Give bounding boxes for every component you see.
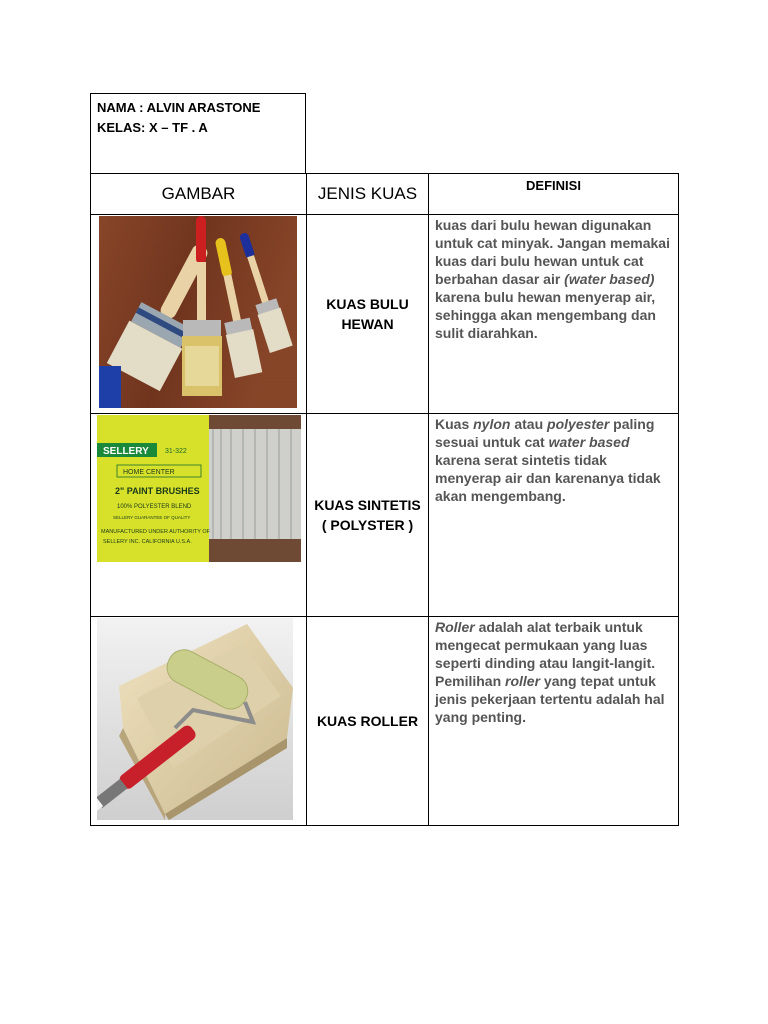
table-row (91, 215, 679, 414)
definition-italic: roller (505, 673, 541, 689)
definition-text: Kuas (435, 416, 474, 432)
package-store: HOME CENTER (123, 469, 175, 476)
definition-text: karena bulu hewan menyerap air, sehingga akan mengembang dan sulit diarahkan. (435, 289, 656, 341)
brush-type-sublabel: ( POLYSTER ) (321, 517, 414, 533)
definition-italic: water based (548, 434, 630, 450)
brush-type-label: KUAS BULU HEWAN (326, 296, 409, 332)
package-code: 31-322 (165, 448, 187, 455)
animal-hair-brushes-image (99, 216, 297, 408)
definition-italic: Roller (435, 619, 475, 635)
table-row (91, 414, 679, 617)
table-header-row (91, 174, 679, 215)
definition-cell (429, 617, 679, 826)
brush-type-label: KUAS SINTETIS (314, 497, 421, 513)
package-maker-line2: SELLERY INC. CALIFORNIA U.S.A. (103, 539, 192, 545)
brush-type-name (307, 617, 429, 826)
definition-text: yang tepat untuk jenis pekerjaan tertentu adalah hal yang penting. (435, 673, 665, 725)
synthetic-brush-package-image (97, 415, 301, 562)
header-jenis-kuas: JENIS KUAS (307, 174, 429, 215)
student-name: NAMA : ALVIN ARASTONE (97, 100, 261, 115)
header-gambar: GAMBAR (91, 174, 307, 215)
brush-type-name (307, 414, 429, 617)
definition-italic: polyester (547, 416, 610, 432)
package-product: 2" PAINT BRUSHES (115, 486, 200, 496)
brush-type-name (307, 215, 429, 414)
definition-text: adalah alat terbaik untuk mengecat permukaan yang luas seperti dinding atau langit-langit. Pemilihan (435, 619, 656, 689)
definition-cell (429, 414, 679, 617)
definition-text: kuas dari bulu hewan digunakan untuk cat minyak. Jangan memakai kuas dari bulu hewan untuk cat berbahan dasar air (435, 217, 670, 287)
image-cell (91, 414, 307, 617)
paint-roller-image (97, 618, 293, 820)
brush-table (90, 173, 679, 826)
table-row (91, 617, 679, 826)
definition-text: karena serat sintetis tidak menyerap air dan karenanya tidak akan mengembang. (435, 452, 661, 504)
brush-type-label: KUAS ROLLER (316, 713, 419, 729)
definition-italic: (water based) (564, 271, 655, 287)
definition-cell (429, 215, 679, 414)
package-brand: SELLERY (103, 446, 149, 457)
student-info-box (90, 93, 306, 173)
definition-text: paling sesuai untuk cat (435, 416, 655, 450)
image-cell (91, 617, 307, 826)
header-definisi: DEFINISI (429, 174, 679, 215)
student-class: KELAS: X – TF . A (97, 120, 208, 135)
package-quality: SELLERY GUARANTEE OF QUALITY (113, 515, 191, 520)
package-blend: 100% POLYESTER BLEND (117, 504, 192, 510)
image-cell (91, 215, 307, 414)
definition-text: atau (510, 416, 548, 432)
definition-italic: nylon (473, 416, 511, 432)
package-maker-line1: MANUFACTURED UNDER AUTHORITY OF (101, 529, 210, 535)
